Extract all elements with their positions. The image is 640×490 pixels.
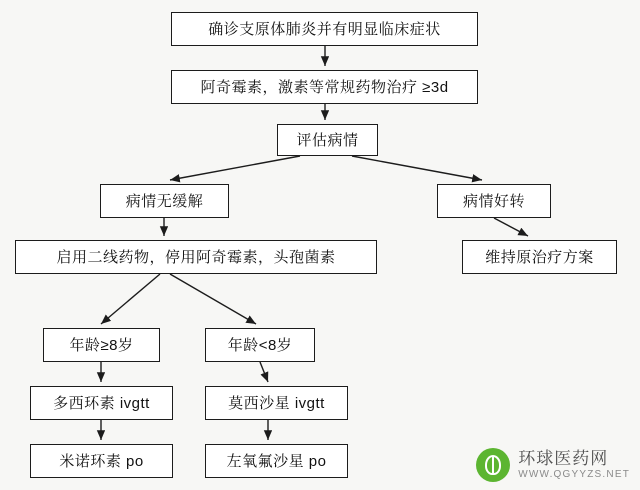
watermark [476, 448, 630, 482]
node-firstline-therapy [171, 70, 478, 104]
node-age-lt-8 [205, 328, 315, 362]
node-assess-condition [277, 124, 378, 156]
node-moxifloxacin-ivgtt [205, 386, 348, 420]
watermark-title: 环球医药网 [518, 449, 609, 469]
node-label: 年龄<8岁 [227, 336, 293, 354]
node-age-ge-8 [43, 328, 160, 362]
node-maintain-regimen [462, 240, 617, 274]
node-secondline-therapy [15, 240, 377, 274]
watermark-text [518, 450, 630, 480]
node-label: 病情无缓解 [125, 192, 204, 210]
node-label: 确诊支原体肺炎并有明显临床症状 [208, 20, 441, 38]
mortar-and-pestle-icon [476, 448, 510, 482]
node-label: 维持原治疗方案 [485, 248, 594, 266]
node-label: 米诺环素 po [59, 452, 144, 470]
node-label: 年龄≥8岁 [69, 336, 134, 354]
node-label: 阿奇霉素，激素等常规药物治疗 ≥3d [200, 78, 449, 96]
node-no-relief [100, 184, 229, 218]
watermark-subtitle: WWW.QGYYZS.NET [518, 468, 630, 480]
node-label: 莫西沙星 ivgtt [228, 394, 325, 412]
node-label: 评估病情 [296, 131, 359, 149]
node-doxycycline-ivgtt [30, 386, 173, 420]
node-levofloxacin-po [205, 444, 348, 478]
node-minocycline-po [30, 444, 173, 478]
node-label: 多西环素 ivgtt [53, 394, 150, 412]
node-label: 左氧氟沙星 po [226, 452, 327, 470]
node-diagnosis [171, 12, 478, 46]
node-improved [437, 184, 551, 218]
node-label: 启用二线药物，停用阿奇霉素，头孢菌素 [56, 248, 336, 266]
node-label: 病情好转 [462, 192, 525, 210]
